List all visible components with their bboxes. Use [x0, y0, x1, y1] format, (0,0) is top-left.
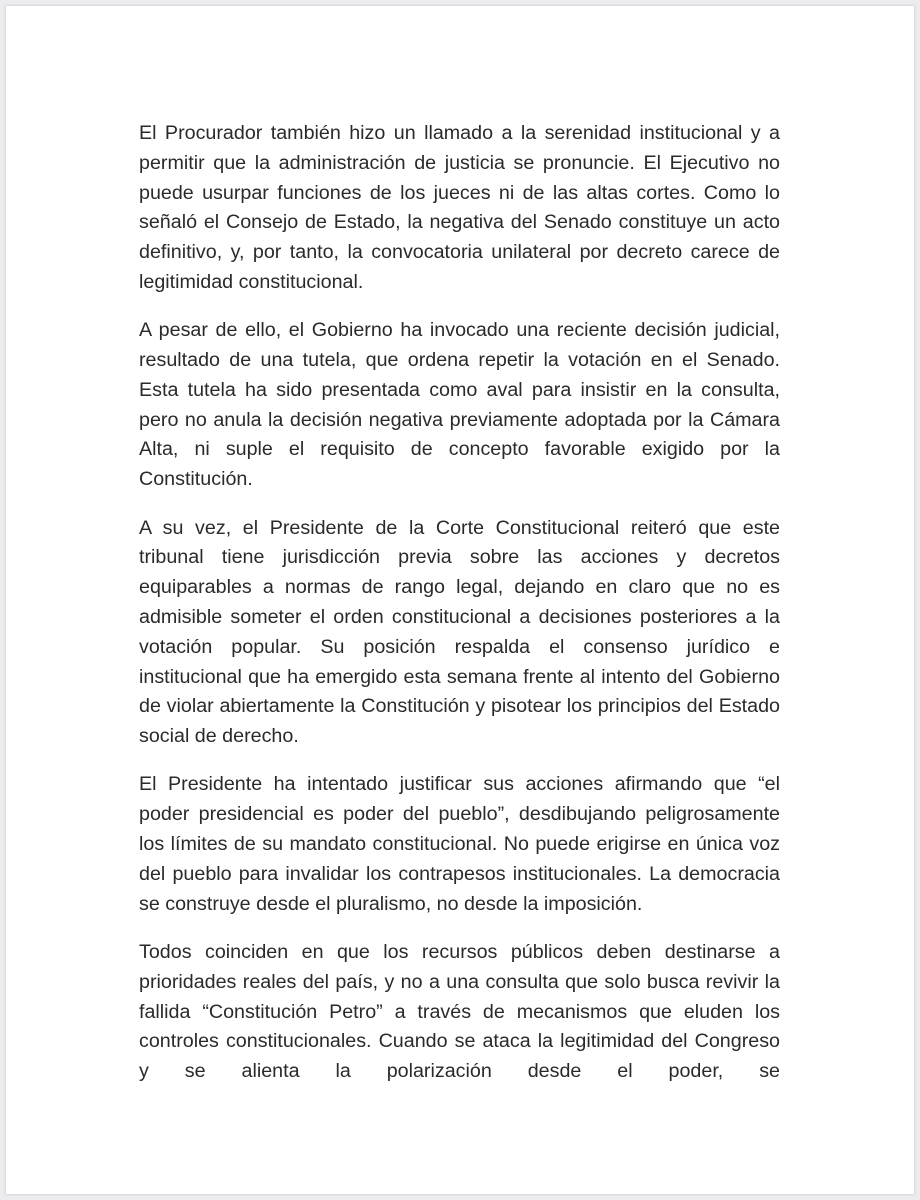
paragraph: A su vez, el Presidente de la Corte Constitucional reiteró que este tribunal tiene jurisdicción previa sobre las acciones y decretos equiparables a normas de rango legal, dejando en claro que no es admisible someter el orden constitucional a decisiones posteriores a la votación popular. Su posición respalda el consenso jurídico e institucional que ha emergido esta semana frente al intento del Gobierno de violar abiertamente la Constitución y pisotear los principios del Estado social de derecho. [139, 516, 780, 748]
paragraph: Todos coinciden en que los recursos públicos deben destinarse a prioridades reales del país, y no a una consulta que solo busca revivir la fallida “Constitución Petro” a través de mecanismos que eluden los controles constitucionales. Cuando se ataca la legitimidad del Congreso y se alienta la polarización desde el poder, se [139, 940, 780, 1083]
paragraph: El Procurador también hizo un llamado a la serenidad institucional y a permitir que la administración de justicia se pronuncie. El Ejecutivo no puede usurpar funciones de los jueces ni de las altas cortes. Como lo señaló el Consejo de Estado, la negativa del Senado constituye un acto definitivo, y, por tanto, la convocatoria unilateral por decreto carece de legitimidad constitucional. [139, 122, 780, 293]
paragraph: A pesar de ello, el Gobierno ha invocado una reciente decisión judicial, resultado de una tutela, que ordena repetir la votación en el Senado. Esta tutela ha sido presentada como aval para insistir en la consulta, pero no anula la decisión negativa previamente adoptada por la Cámara Alta, ni suple el requisito de concepto favorable exigido por la Constitución. [139, 319, 780, 491]
paragraph: El Presidente ha intentado justificar sus acciones afirmando que “el poder presidencial es poder del pueblo”, desdibujando peligrosamente los límites de su mandato constitucional. No puede erigirse en única voz del pueblo para invalidar los contrapesos institucionales. La democracia se construye desde el pluralismo, no desde la imposición. [139, 773, 780, 915]
document-body [139, 119, 780, 1087]
document-page [6, 6, 914, 1194]
